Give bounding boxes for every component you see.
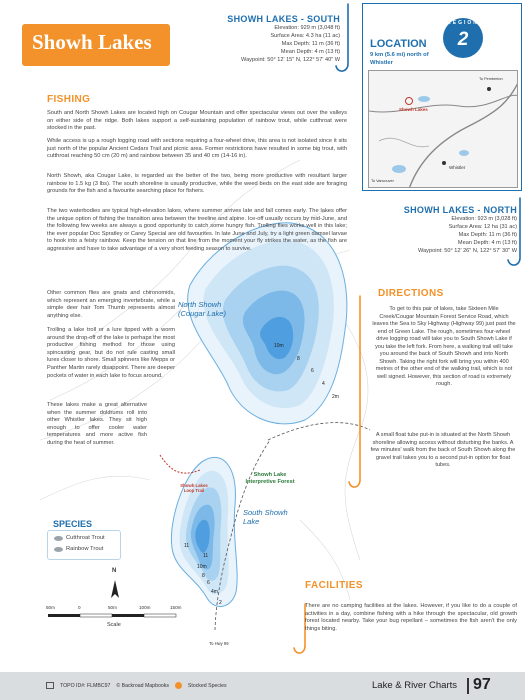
north-max-depth: Max Depth: 11 m (36 ft) [458, 231, 517, 238]
south-depth-label: 11 [184, 543, 190, 549]
facilities-heading: FACILITIES [305, 580, 363, 591]
location-text: 9 km (5.6 mi) north of Whistler [370, 52, 429, 66]
south-elevation: Elevation: 929 m (3,048 ft) [274, 25, 340, 31]
directions-hook-icon [349, 296, 360, 487]
page-number: 97 [473, 676, 491, 693]
region-word: REGION [447, 20, 479, 26]
north-waypoint: Waypoint: 50° 12' 26" N, 122° 57' 30" W [418, 247, 517, 254]
footer-divider [467, 678, 469, 694]
brand-text: © Backroad Mapbooks [116, 682, 169, 689]
species-item [54, 546, 103, 552]
south-lake-heading: SHOWH LAKES - SOUTH [227, 14, 340, 24]
south-depth-label: 6 [207, 580, 210, 586]
north-depth-label: 6 [311, 368, 314, 374]
fishing-heading: FISHING [47, 94, 91, 105]
region-badge [443, 18, 483, 58]
minimap-vancouver-label: To Vancouver [371, 179, 394, 183]
page-title: Showh Lakes [32, 30, 152, 54]
minimap-showh-label: Showh Lakes [399, 107, 428, 112]
species-heading: SPECIES [53, 519, 93, 529]
scale-label: 150m [170, 605, 182, 610]
scale-label: 50m [46, 605, 55, 610]
south-depth-label: 11 [203, 553, 209, 559]
north-lake-heading: SHOWH LAKES - NORTH [403, 205, 517, 215]
south-lake-shape [171, 457, 237, 606]
hwy-label: To Hwy 99 [209, 641, 229, 646]
north-elevation: Elevation: 923 m (3,028 ft) [451, 216, 517, 222]
page-footer [0, 672, 525, 700]
south-depth-label: 8 [202, 573, 205, 579]
fishing-para-2: While access is up a rough logging road with sections requiring a four-wheel drive, this area is not isolated since it sits just north of the popular Ancient Cedars Trail and picnic area. Former restrictions have resulted in some big trout, with cutthroat reaching 50 cm (20 m) and rainbow between 35 and 40 cm (14-16 in). [47, 138, 347, 160]
fishing-para-7: These lakes make a great alternative when the summer doldrums roll into other Whistler lakes. They sit high enough to offer cooler water temperatures and more active fish during the heat of summer. [47, 402, 147, 446]
south-depth-label: 10m [197, 564, 207, 570]
region-number: 2 [457, 29, 469, 50]
south-max-depth: Max Depth: 11 m (36 ft) [281, 40, 340, 47]
north-arrow-icon [111, 580, 119, 598]
minimap-whistler-label: Whistler [449, 165, 466, 170]
scale-bar [48, 614, 176, 617]
facilities-hook-icon [294, 604, 305, 653]
south-depth-label: 4m [211, 589, 218, 595]
directions-text: To get to this pair of lakes, take Sixteen Mile Creek/Cougar Mountain Forest Service Road, which leaves the Sea to Sky Highway (Highway 99) just past the end of Green Lake. The rough, sometimes four-wheel drive logging road will take you to South Showh Lake if you take the left fork. From here, a walking trail will take you around the back of South Showh and into North Showh. Taking the right fork will bring you within 400 metres of the other end of the walking trail, which is not well signed. However, this section of road is extremely rough. [372, 306, 516, 387]
scale-label: 50m [108, 605, 117, 610]
access-road-branch [268, 423, 370, 440]
fishing-para-3: North Showh, aka Cougar Lake, is regarded as the better of the two, being more productive with resultant larger rainbow to 1.5 kg (3 lbs). The south shoreline is usually productive, while the weed beds on the east side are foraging grounds for the fish and a favourite searching place for fishers. [47, 173, 347, 195]
loop-trail-label: Showh Lakes Loop Trail [180, 483, 208, 493]
fishing-para-6: Trolling a lake troll or a lure tipped with a worm around the drop-off of the lake is perhaps the most productive fishing method for those using spincasting gear, but do not rule casting small lures closer to shore. Small spinners like Mepps or Panther Martin rarely disappoint. There are deeper pockets of water in each lake to focus around. [47, 327, 175, 379]
south-waypoint: Waypoint: 50° 12' 15" N, 122° 57' 40" W [241, 56, 340, 63]
float-tube-text: A small float tube put-in is situated at the North Showh shoreline allowing access without disturbing the banks. A few minutes' walk from the back of South Showh along the gravel trail takes you to a second put-in option for float tubes. [370, 432, 516, 468]
location-heading: LOCATION [370, 38, 427, 50]
north-depth-label: 2m [332, 394, 339, 400]
north-depth-label: 4 [322, 381, 325, 387]
fishing-para-4: The two waterbodies are typical high-elevation lakes, where summer arrives late and fall comes early. The lakes offer the unique option of fishing the transition area between the treeline and alpine. Ice-off usually occurs by mid-June, and the following few weeks are always a good opportunity to catch some hungry fish. Trolling flies works well in this lake; the ever popular Doc Spratley or Carey Special are old favourites. In late June and July, try a light green damsel larvae to hook into a feisty rainbow. Keep the tension on that line from the moment your fly strikes the water, as the fish are aggressive and have to take advantage of a very short feeding season to survive. [47, 208, 347, 252]
species-item [54, 535, 105, 541]
location-minimap [368, 70, 518, 188]
fishing-para-5: Other common flies are gnats and chironomids, which represent an emerging invertebrate, while a simple deer hair Tom Thumb represents almost anything else. [47, 290, 175, 319]
title-banner [22, 24, 170, 66]
compass-label: N [112, 568, 117, 574]
scale-label: 0 [78, 605, 81, 610]
south-surface-area: Surface Area: 4.3 ha (11 ac) [270, 32, 340, 39]
directions-heading: DIRECTIONS [378, 288, 444, 299]
south-lake-stats [170, 13, 340, 65]
scale-word: Scale [107, 622, 121, 628]
interpretive-forest-label: Showh Lake Interpretive Forest [245, 472, 295, 485]
stocked-fish-icon [175, 682, 182, 689]
minimap-pemberton-label: To Pemberton [479, 77, 503, 81]
map-book-icon [46, 682, 54, 689]
north-lake-label: North Showh (Cougar Lake) [178, 300, 226, 318]
fishing-para-1: South and North Showh Lakes are located high on Cougar Mountain and offer spectacular views out over the valleys on either side of the ridge. Both lakes support a self-sustaining population of rainbow trout, while cutthroat were stocked in the past. [47, 110, 347, 132]
stocked-label: Stocked Species [187, 682, 227, 689]
species-label: Rainbow Trout [66, 546, 104, 552]
topo-id: TOPO ID#: FLMBC97 [60, 682, 111, 689]
north-depth-label: 10m [274, 343, 284, 349]
scale-label: 100m [139, 605, 151, 610]
minimap-graphic [369, 71, 518, 188]
south-mean-depth: Mean Depth: 4 m (13 ft) [280, 48, 340, 55]
cutthroat-fish-icon [54, 536, 63, 541]
north-surface-area: Surface Area: 12 ha (31 ac) [448, 223, 517, 230]
north-mean-depth: Mean Depth: 4 m (13 ft) [457, 239, 517, 246]
north-lake-stats [352, 204, 517, 256]
species-label: Cutthroat Trout [66, 535, 105, 541]
south-depth-label: 2 [219, 600, 222, 606]
north-depth-label: 8 [297, 356, 300, 362]
facilities-text: There are no camping facilities at the lakes. However, if you like to do a couple of activities in a day, combine fishing with a hike through the spectacular, old growth forest located nearby. Take your bug repellant – sometimes the fish aren't the only things biting. [305, 603, 517, 632]
footer-meta [46, 682, 227, 689]
section-name: Lake & River Charts [372, 680, 458, 691]
south-lake-label: South Showh Lake [243, 508, 288, 526]
rainbow-fish-icon [54, 547, 63, 552]
